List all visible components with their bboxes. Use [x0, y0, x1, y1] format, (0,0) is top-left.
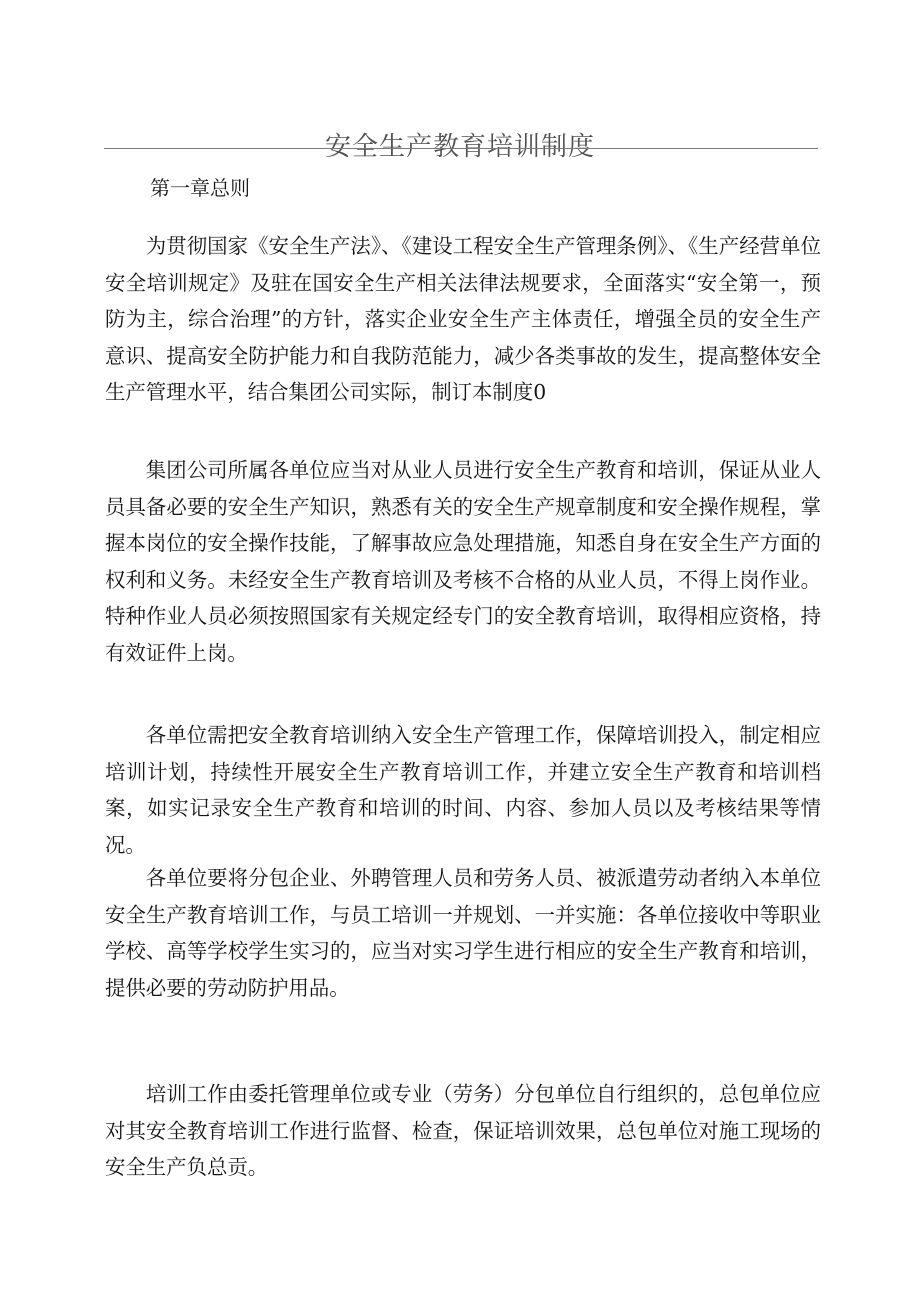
- chapter-heading: 第一章总则: [150, 176, 250, 200]
- document-title: 安全生产教育培训制度: [324, 132, 595, 163]
- paragraph-1: 为贯彻国家《安全生产法》、《建设工程安全生产管理条例》、《生产经营单位安全培训规定》及驻在国安全生产相关法律法规要求，全面落实“安全第一，预防为主，综合治理”的方针，落实企业安全生产主体责任，增强全员的安全生产意识、提高安全防护能力和自我防范能力，减少各类事故的发生，提高整体安全生产管理水平，结合集团公司实际，制订本制度0: [105, 234, 821, 404]
- title-underline: [104, 148, 818, 149]
- paragraph-2: 集团公司所属各单位应当对从业人员进行安全生产教育和培训，保证从业人员具备必要的安全生产知识，熟悉有关的安全生产规章制度和安全操作规程，掌握本岗位的安全操作技能，了解事故应急处理措施，知悉自身在安全生产方面的权利和义务。未经安全生产教育培训及考核不合格的从业人员，不得上岗作业。特种作业人员必须按照国家有关规定经专门的安全教育培训，取得相应资格，持有效证件上岗。: [105, 458, 821, 665]
- paragraph-5: 培训工作由委托管理单位或专业（劳务）分包单位自行组织的，总包单位应对其安全教育培训工作进行监督、检查，保证培训效果，总包单位对施工现场的安全生产负总贡。: [105, 1082, 821, 1179]
- paragraph-3: 各单位需把安全教育培训纳入安全生产管理工作，保障培训投入，制定相应培训计划，持续性开展安全生产教育培训工作，并建立安全生产教育和培训档案，如实记录安全生产教育和培训的时间、内容、参加人员以及考核结果等情况。: [105, 723, 821, 857]
- paragraph-4: 各单位要将分包企业、外聘管理人员和劳务人员、被派遣劳动者纳入本单位安全生产教育培训工作，与员工培训一并规划、一并实施：各单位接收中等职业学校、高等学校学生实习的，应当对实习学生进行相应的安全生产教育和培训，提供必要的劳动防护用品。: [105, 866, 821, 1000]
